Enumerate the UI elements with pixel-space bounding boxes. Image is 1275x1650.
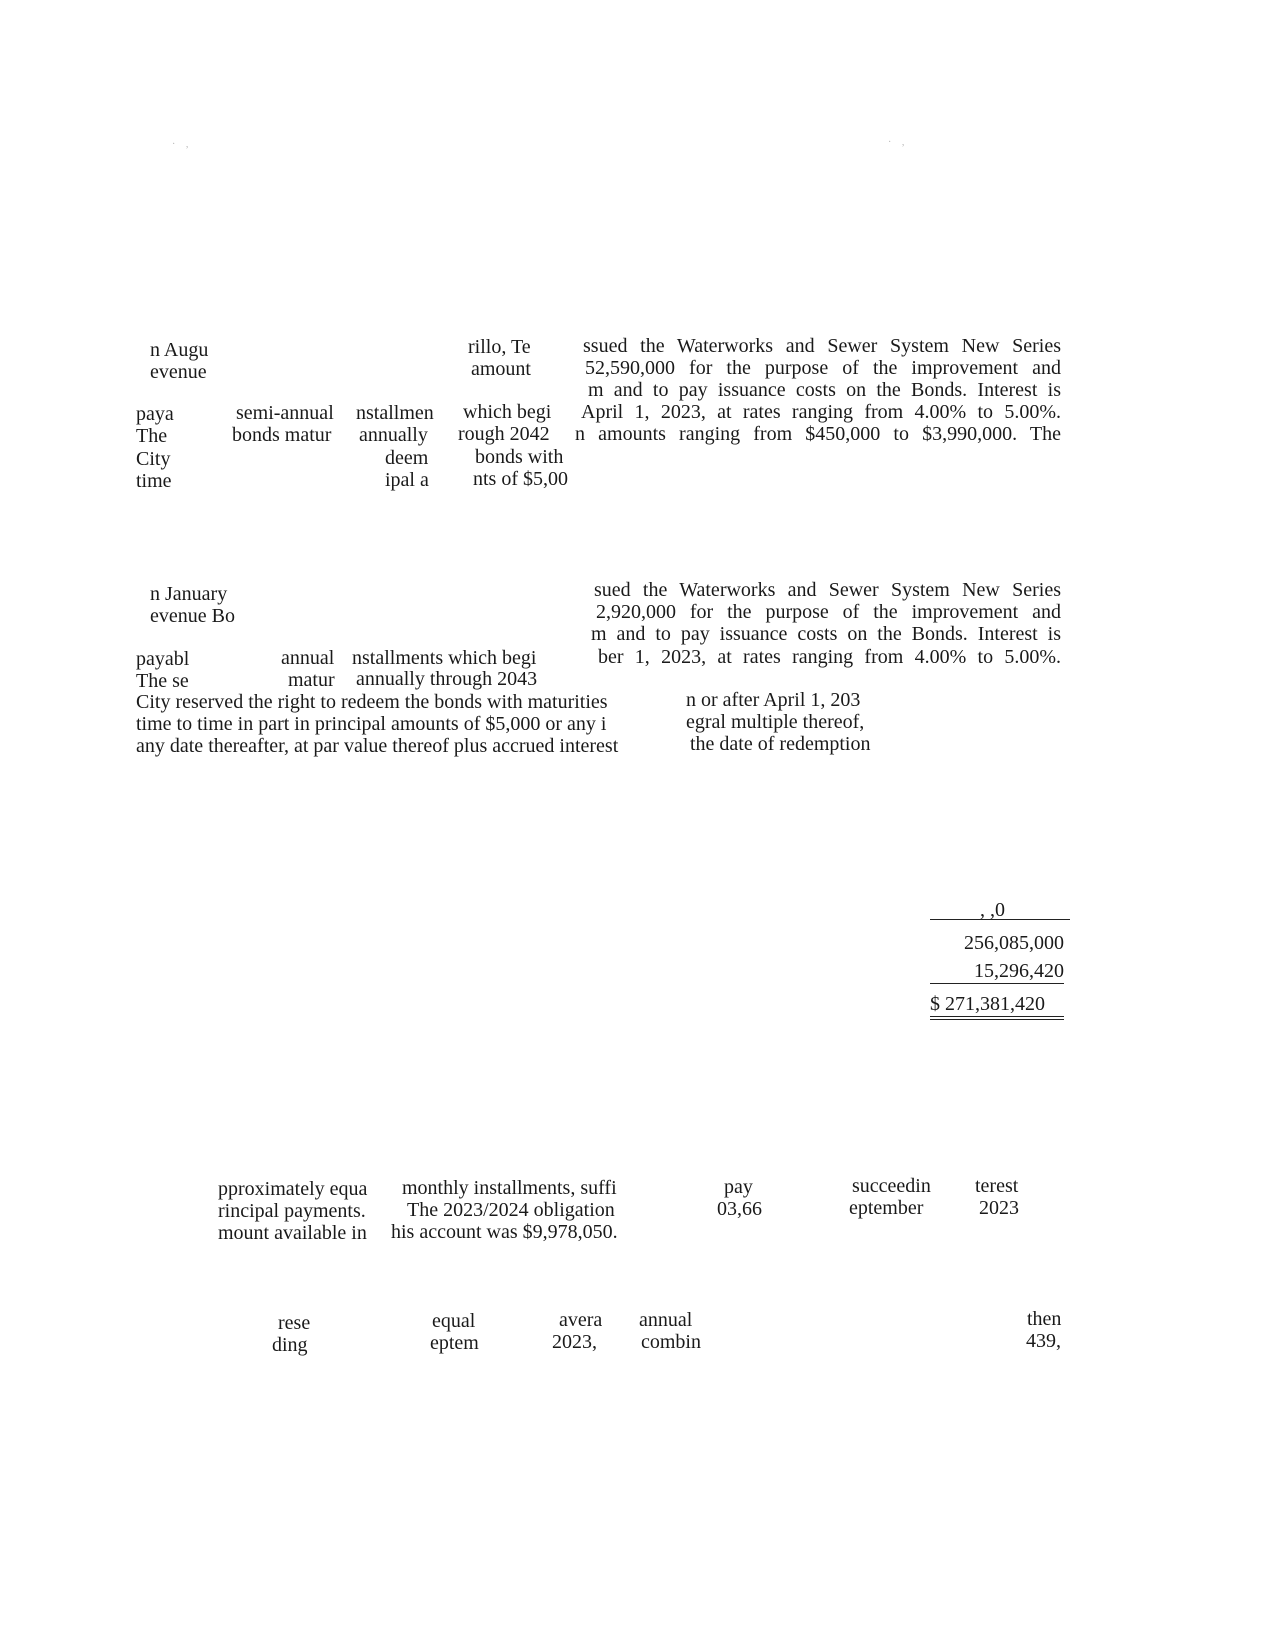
text-fragment: n amounts ranging from $450,000 to $3,990,000. The	[575, 423, 1061, 445]
text-fragment: rough 2042	[458, 423, 550, 445]
text-fragment: semi-annual	[236, 402, 334, 424]
text-fragment: rincipal payments.	[218, 1200, 366, 1222]
text-fragment: paya	[136, 403, 174, 425]
totals-premium: 15,296,420	[974, 960, 1064, 982]
subtotal-rule	[930, 983, 1064, 984]
text-fragment: 439,	[1026, 1330, 1061, 1352]
text-fragment: nts of $5,00	[473, 468, 568, 490]
text-fragment: n Augu	[150, 339, 209, 361]
text-fragment: rillo, Te	[468, 336, 531, 358]
text-fragment: which begi	[463, 401, 552, 423]
text-fragment: evenue	[150, 361, 207, 383]
text-fragment: pay	[724, 1176, 753, 1198]
text-fragment: terest	[975, 1175, 1019, 1197]
text-fragment: City	[136, 448, 171, 470]
text-fragment: equal	[432, 1310, 476, 1332]
text-fragment: rese	[278, 1312, 311, 1334]
text-fragment: ssued the Waterworks and Sewer System New Series	[583, 335, 1061, 357]
text-fragment: then	[1027, 1308, 1062, 1330]
text-fragment: egral multiple thereof,	[686, 711, 865, 733]
text-fragment: The	[136, 425, 168, 447]
text-fragment: any date thereafter, at par value thereof plus accrued interest	[136, 735, 619, 757]
text-fragment: avera	[559, 1309, 603, 1331]
totals-grand-total: $ 271,381,420	[930, 993, 1045, 1015]
text-fragment: amount	[471, 358, 531, 380]
text-fragment: m and to pay issuance costs on the Bonds. Interest is	[591, 623, 1061, 645]
totals-principal: 256,085,000	[964, 932, 1064, 954]
text-fragment: m and to pay issuance costs on the Bonds. Interest is	[588, 379, 1061, 401]
text-fragment: ber 1, 2023, at rates ranging from 4.00% to 5.00%.	[598, 646, 1061, 668]
total-rule-bottom	[930, 1019, 1064, 1020]
text-fragment: pproximately equa	[218, 1178, 368, 1200]
text-fragment: ding	[272, 1334, 308, 1356]
text-fragment: matur	[288, 669, 335, 691]
text-fragment: 2023	[979, 1197, 1019, 1219]
text-fragment: n January	[150, 583, 228, 605]
scan-mark-right: · ,	[888, 137, 909, 148]
text-fragment: annual	[639, 1309, 693, 1331]
text-fragment: ipal a	[385, 469, 429, 491]
text-fragment: eptem	[430, 1332, 479, 1354]
text-fragment: bonds with	[475, 446, 564, 468]
text-fragment: time	[136, 470, 172, 492]
text-fragment: annually through 2043	[356, 668, 538, 690]
text-fragment: 2,920,000 for the purpose of the improvement and	[596, 601, 1061, 623]
text-fragment: his account was $9,978,050.	[391, 1221, 618, 1243]
text-fragment: sued the Waterworks and Sewer System New Series	[594, 579, 1061, 601]
text-fragment: 2023,	[552, 1331, 597, 1353]
text-fragment: 03,66	[717, 1198, 762, 1220]
text-fragment: payabl	[136, 648, 190, 670]
text-fragment: nstallments which begi	[352, 647, 537, 669]
text-fragment: monthly installments, suffi	[402, 1177, 617, 1199]
scan-mark-left: · ,	[172, 139, 193, 150]
total-rule-top	[930, 1016, 1064, 1017]
text-fragment: City reserved the right to redeem the bonds with maturities	[136, 691, 608, 713]
text-fragment: nstallmen	[356, 402, 434, 424]
text-fragment: April 1, 2023, at rates ranging from 4.00% to 5.00%.	[581, 401, 1061, 423]
text-fragment: annual	[281, 647, 335, 669]
text-fragment: deem	[385, 447, 429, 469]
text-fragment: combin	[641, 1331, 701, 1353]
text-fragment: eptember	[849, 1197, 924, 1219]
text-fragment: evenue Bo	[150, 605, 235, 627]
text-fragment: annually	[359, 424, 428, 446]
text-fragment: time to time in part in principal amounts of $5,000 or any i	[136, 713, 607, 735]
text-fragment: 52,590,000 for the purpose of the improvement and	[585, 357, 1061, 379]
totals-partial-header: , ,0	[980, 899, 1005, 921]
text-fragment: The se	[136, 670, 189, 692]
text-fragment: the date of redemption	[690, 733, 871, 755]
text-fragment: bonds matur	[232, 424, 332, 446]
text-fragment: The 2023/2024 obligation	[407, 1199, 615, 1221]
text-fragment: succeedin	[852, 1175, 931, 1197]
text-fragment: n or after April 1, 203	[686, 689, 861, 711]
text-fragment: mount available in	[218, 1222, 367, 1244]
